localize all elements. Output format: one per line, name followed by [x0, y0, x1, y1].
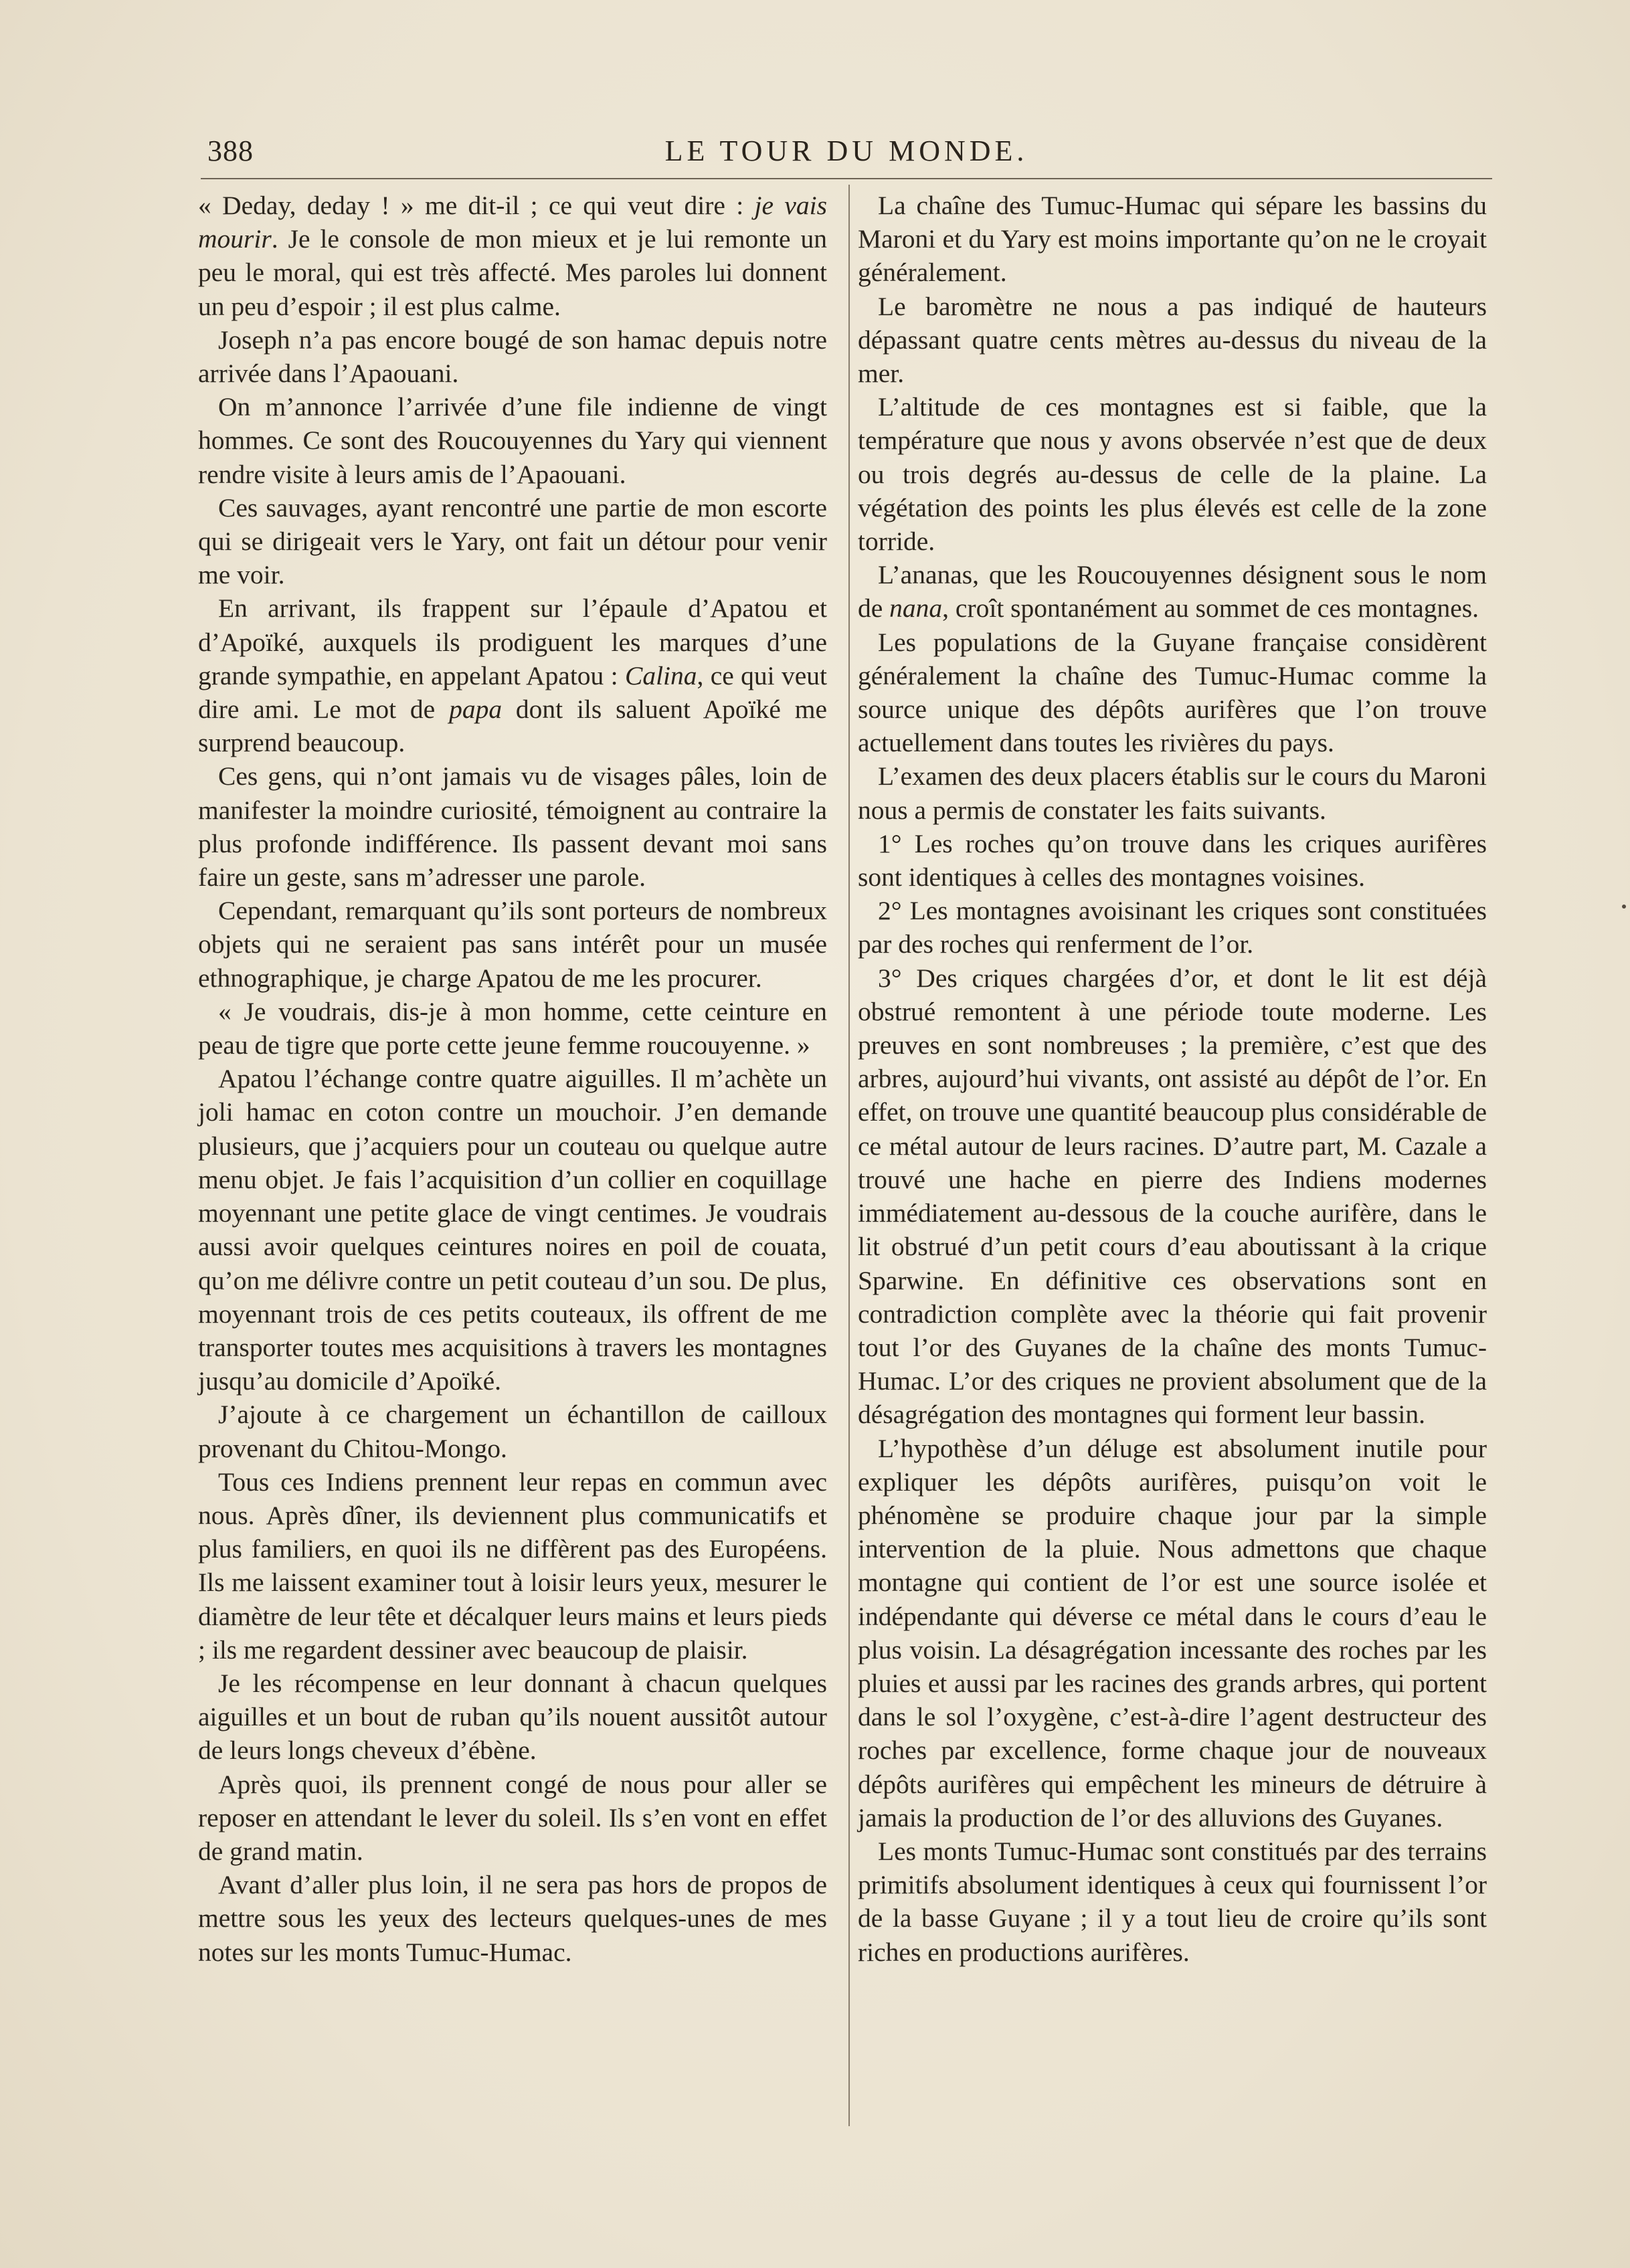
column-divider — [848, 185, 850, 2126]
italic-text: nana — [889, 593, 943, 624]
right-column — [858, 189, 1487, 2129]
paragraph — [198, 759, 827, 894]
paragraph — [858, 827, 1487, 894]
paragraph — [198, 189, 827, 323]
text-run: Je les récompense en leur donnant à chacun quelques aiguilles et un bout de ruban qu’ils nouent aussitôt autour de leurs longs cheveux d’ébène. — [198, 1668, 827, 1766]
paragraph — [858, 390, 1487, 558]
text-run: « Je voudrais, dis-je à mon homme, cette ceinture en peau de tigre que porte cette jeune femme roucouyenne. » — [198, 996, 827, 1060]
page-header — [201, 134, 1492, 174]
paragraph — [198, 1398, 827, 1464]
paragraph — [198, 390, 827, 491]
text-run: Après quoi, ils prennent congé de nous pour aller se reposer en attendant le lever du soleil. Ils s’en vont en effet de grand matin. — [198, 1769, 827, 1866]
page-number: 388 — [207, 134, 254, 167]
running-title: LE TOUR DU MONDE. — [664, 134, 1028, 167]
paragraph — [198, 1667, 827, 1768]
paragraph — [198, 894, 827, 995]
text-run: La chaîne des Tumuc-Humac qui sépare les bassins du Maroni et du Yary est moins importante qu’on ne le croyait généralement. — [858, 191, 1487, 288]
text-run: Les populations de la Guyane française considèrent généralement la chaîne des Tumuc-Humac comme la source unique des dépôts aurifères que l’on trouve actuellement dans toutes les rivières du pays. — [858, 627, 1487, 758]
text-run: 1° Les roches qu’on trouve dans les criques aurifères sont identiques à celles des montagnes voisines. — [858, 828, 1487, 892]
text-run: En arrivant, ils frappent sur l’épaule d’Apatou et d’Apoïké, auxquels ils prodiguent les marques d’une grande sympathie, en appelant Apatou : — [198, 593, 827, 690]
text-run: J’ajoute à ce chargement un échantillon de cailloux provenant du Chitou-Mongo. — [198, 1400, 827, 1463]
text-run: , croît spontanément au sommet de ces montagnes. — [942, 593, 1479, 624]
text-run: Apatou l’échange contre quatre aiguilles. Il m’achète un joli hamac en coton contre un mouchoir. J’en demande plusieurs, que j’acquiers pour un couteau ou quelque autre menu objet. Je fais l’acquisition d’un collier en coquillage moyennant une petite glace de vingt centimes. Je voudrais aussi avoir quelques ceintures noires en poil de couata, qu’on me délivre contre un petit couteau d’un sou. De plus, moyennant trois de ces petits couteaux, ils offrent de me transporter toutes mes acquisitions à travers les montagnes jusqu’au domicile d’Apoïké. — [198, 1064, 827, 1396]
text-run: dont ils saluent Apoïké me surprend beaucoup. — [198, 694, 827, 758]
text-run: Tous ces Indiens prennent leur repas en commun avec nous. Après dîner, ils deviennent plus communicatifs et plus familiers, en quoi ils ne diffèrent pas des Européens. Ils me laissent examiner tout à loisir leurs yeux, mesurer le diamètre de leur tête et décalquer leurs mains et leurs pieds ; ils me regardent dessiner avec beaucoup de plaisir. — [198, 1467, 827, 1665]
paragraph — [858, 894, 1487, 961]
left-column — [198, 189, 827, 2129]
text-run: L’examen des deux placers établis sur le cours du Maroni nous a permis de constater les faits suivants. — [858, 761, 1487, 825]
paragraph — [198, 1465, 827, 1667]
text-run: , ce qui veut dire ami. Le mot de — [198, 660, 828, 725]
text-run: L’hypothèse d’un déluge est absolument inutile pour expliquer les dépôts aurifères, puisqu’on voit le phénomène se produire chaque jour par la simple intervention de la pluie. Nous admettons que chaque montagne qui contient de l’or est une source isolée et indépendante qui déverse ce métal dans le cours d’eau le plus voisin. La désagrégation incessante des roches par les pluies et aussi par les racines des grands arbres, qui portent dans le sol l’oxygène, c’est-à-dire l’agent destructeur des roches par excellence, forme chaque jour de nouveaux dépôts aurifères qui empêchent les mineurs de détruire à jamais la production de l’or des alluvions des Guyanes. — [858, 1433, 1487, 1832]
text-run: Cependant, remarquant qu’ils sont porteurs de nombreux objets qui ne seraient pas sans intérêt pour un musée ethnographique, je charge Apatou de me les procurer. — [198, 896, 827, 993]
text-run: Avant d’aller plus loin, il ne sera pas hors de propos de mettre sous les yeux des lecteurs quelques-unes de mes notes sur les monts Tumuc-Humac. — [198, 1870, 827, 1967]
paragraph — [198, 323, 827, 390]
text-run: L’altitude de ces montagnes est si faible, que la température que nous y avons observée n’est que de deux ou trois degrés au-dessus de celle de la plaine. La végétation des points les plus élevés est celle de la zone torride. — [858, 392, 1487, 557]
header-rule — [201, 178, 1492, 179]
paragraph — [858, 1834, 1487, 1969]
text-run: Les monts Tumuc-Humac sont constitués par des terrains primitifs absolument identiques à ceux qui fournissent l’or de la basse Guyane ; il y a tout lieu de croire qu’ils sont riches en productions aurifères. — [858, 1836, 1487, 1967]
italic-text: papa — [449, 694, 503, 725]
paragraph — [858, 189, 1487, 290]
text-run: Joseph n’a pas encore bougé de son hamac depuis notre arrivée dans l’Apaouani. — [198, 324, 827, 389]
paragraph — [858, 961, 1487, 1432]
paragraph — [858, 759, 1487, 826]
paragraph — [198, 591, 827, 759]
paragraph — [858, 626, 1487, 760]
paragraph — [198, 995, 827, 1062]
text-run: 2° Les montagnes avoisinant les criques sont constituées par des roches qui renferment de l’or. — [858, 896, 1487, 959]
text-run: Ces gens, qui n’ont jamais vu de visages pâles, loin de manifester la moindre curiosité, témoignent au contraire la plus profonde indifférence. Ils passent devant moi sans faire un geste, sans m’adresser une parole. — [198, 761, 827, 892]
text-run: Le baromètre ne nous a pas indiqué de hauteurs dépassant quatre cents mètres au-dessus du niveau de la mer. — [858, 291, 1487, 389]
ink-speck — [1622, 905, 1626, 909]
text-run: « Deday, deday ! » me dit-il ; ce qui veut dire : — [198, 191, 755, 220]
text-run: Ces sauvages, ayant rencontré une partie de mon escorte qui se dirigeait vers le Yary, ont fait un détour pour venir me voir. — [198, 492, 827, 590]
paragraph — [198, 1768, 827, 1869]
paragraph — [858, 558, 1487, 625]
paragraph — [198, 491, 827, 592]
paragraph — [858, 290, 1487, 391]
italic-text: Calina — [624, 660, 697, 690]
italic-text: je vais mourir — [198, 191, 827, 254]
text-run: On m’annonce l’arrivée d’une file indienne de vingt hommes. Ce sont des Roucouyennes du Yary qui viennent rendre visite à leurs amis de l’Apaouani. — [198, 392, 827, 489]
paragraph — [198, 1062, 827, 1398]
text-run: 3° Des criques chargées d’or, et dont le lit est déjà obstrué remontent à une période toute moderne. Les preuves en sont nombreuses ; la première, c’est que des arbres, aujourd’hui vivants, ont assisté au dépôt de l’or. En effet, on trouve une quantité beaucoup plus considérable de ce métal autour de leurs racines. D’autre part, M. Cazale a trouvé une hache en pierre des Indiens modernes immédiatement au-dessous de la couche aurifère, dans le lit obstrué d’un petit cours d’eau aboutissant à la crique Sparwine. En définitive ces observations sont en contradiction complète avec la théorie qui fait provenir tout l’or des Guyanes de la chaîne des monts Tumuc-Humac. L’or des criques ne provient absolument que de la désagrégation des montagnes qui forment leur bassin. — [858, 963, 1487, 1430]
paragraph — [198, 1868, 827, 1969]
text-run: . Je le console de mon mieux et je lui remonte un peu le moral, qui est très affecté. Mes paroles lui donnent un peu d’espoir ; il est plus calme. — [198, 224, 827, 321]
paragraph — [858, 1432, 1487, 1834]
text-run: L’ananas, que les Roucouyennes désignent sous le nom de — [858, 560, 1487, 624]
